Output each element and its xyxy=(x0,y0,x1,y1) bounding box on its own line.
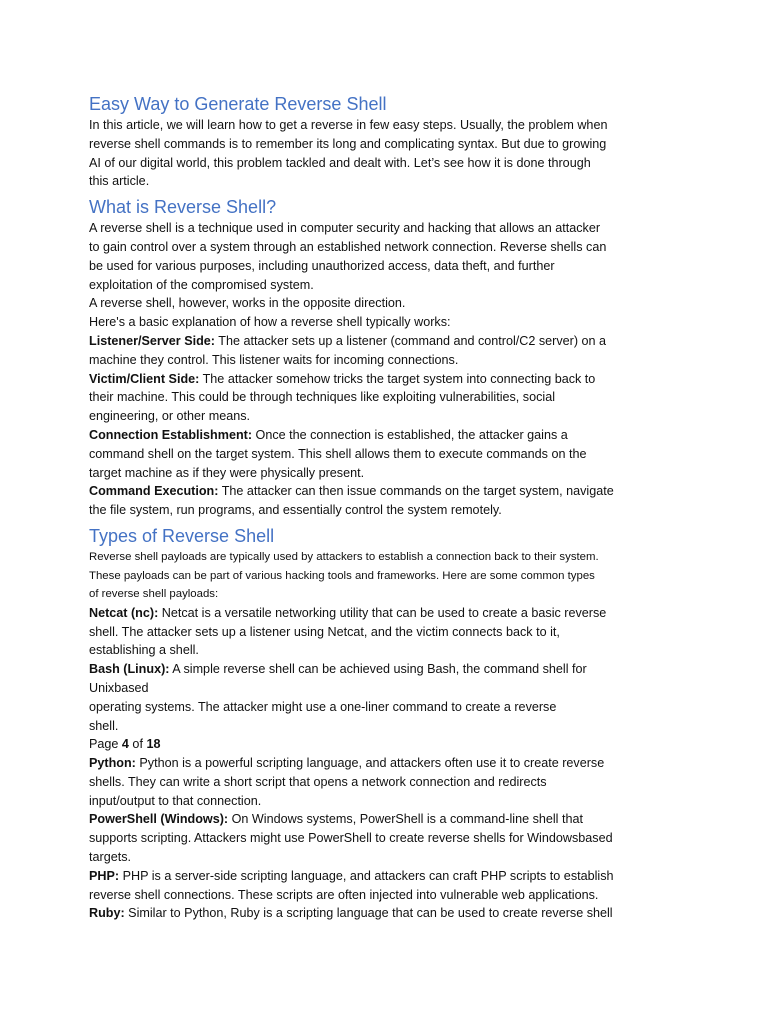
step-label: Connection Establishment: xyxy=(89,427,253,442)
step-text: The attacker sets up a listener (command and control/C2 server) on a xyxy=(215,333,607,348)
type-ruby xyxy=(89,904,669,923)
step-first-line xyxy=(89,370,669,389)
type-first-line xyxy=(89,604,669,623)
section-heading-what-is: What is Reverse Shell? xyxy=(89,197,277,218)
intro-line: this article. xyxy=(89,174,150,189)
page-middle: of xyxy=(128,737,147,752)
types-intro-line: These payloads can be part of various hacking tools and frameworks. Here are some common types xyxy=(89,569,595,582)
type-line: shell. xyxy=(89,718,119,733)
step-victim xyxy=(89,370,669,426)
type-line: shells. They can write a short script that opens a network connection and redirects xyxy=(89,774,547,789)
type-text: A simple reverse shell can be achieved using Bash, the command shell for xyxy=(169,662,587,677)
type-line: targets. xyxy=(89,850,131,865)
step-line: the file system, run programs, and essentially control the system remotely. xyxy=(89,503,502,518)
section-heading-types: Types of Reverse Shell xyxy=(89,525,275,546)
types-intro xyxy=(89,548,669,604)
basic-line: Here's a basic explanation of how a reverse shell typically works: xyxy=(89,315,451,330)
type-bash xyxy=(89,660,669,735)
type-label: PHP: xyxy=(89,868,120,883)
type-line: operating systems. The attacker might use a one-liner command to create a reverse xyxy=(89,699,557,714)
page-current: 4 xyxy=(121,737,129,752)
step-connection xyxy=(89,426,669,482)
step-text: Once the connection is established, the attacker gains a xyxy=(252,427,568,442)
intro-line: reverse shell commands is to remember its long and complicating syntax. But due to growing xyxy=(89,136,607,151)
type-line: shell. The attacker sets up a listener using Netcat, and the victim connects back to it, xyxy=(89,624,560,639)
step-line: target machine as if they were physically present. xyxy=(89,465,365,480)
step-listener xyxy=(89,332,669,370)
type-first-line xyxy=(89,660,669,679)
step-text: The attacker can then issue commands on the target system, navigate xyxy=(218,484,614,499)
type-php xyxy=(89,867,669,905)
type-label: Python: xyxy=(89,756,136,771)
opposite-line: A reverse shell, however, works in the opposite direction. xyxy=(89,296,406,311)
what-is-paragraph xyxy=(89,219,669,294)
type-netcat xyxy=(89,604,669,660)
paragraph-line: to gain control over a system through an established network connection. Reverse shells can xyxy=(89,239,607,254)
paragraph-line: be used for various purposes, including unauthorized access, data theft, and further xyxy=(89,258,555,273)
page-number xyxy=(89,735,669,754)
intro-paragraph xyxy=(89,116,669,191)
step-line: their machine. This could be through techniques like exploiting vulnerabilities, social xyxy=(89,390,555,405)
type-text: On Windows systems, PowerShell is a command-line shell that xyxy=(228,812,583,827)
paragraph-line: exploitation of the compromised system. xyxy=(89,277,314,292)
type-text: PHP is a server-side scripting language, and attackers can craft PHP scripts to establish xyxy=(119,868,614,883)
step-first-line xyxy=(89,332,669,351)
step-first-line xyxy=(89,482,669,501)
types-intro-line: Reverse shell payloads are typically used by attackers to establish a connection back to their system. xyxy=(89,550,599,563)
type-line: Unixbased xyxy=(89,680,149,695)
type-label: Bash (Linux): xyxy=(89,662,170,677)
type-first-line xyxy=(89,904,669,923)
step-text: The attacker somehow tricks the target system into connecting back to xyxy=(199,371,596,386)
type-text: Python is a powerful scripting language, and attackers often use it to create reverse xyxy=(135,756,605,771)
intro-line: In this article, we will learn how to get a reverse in few easy steps. Usually, the problem when xyxy=(89,118,608,132)
type-line: input/output to that connection. xyxy=(89,793,262,808)
step-label: Command Execution: xyxy=(89,484,219,499)
type-text: Similar to Python, Ruby is a scripting language that can be used to create reverse shell xyxy=(124,906,613,921)
step-line: command shell on the target system. This shell allows them to execute commands on the xyxy=(89,446,587,461)
document-page xyxy=(89,92,669,923)
type-first-line xyxy=(89,810,669,829)
type-label: PowerShell (Windows): xyxy=(89,812,229,827)
type-label: Ruby: xyxy=(89,906,125,921)
types-intro-line: of reverse shell payloads: xyxy=(89,588,219,601)
type-first-line xyxy=(89,867,669,886)
step-label: Victim/Client Side: xyxy=(89,371,200,386)
type-line: supports scripting. Attackers might use PowerShell to create reverse shells for Windowsbased xyxy=(89,831,613,846)
step-command xyxy=(89,482,669,520)
step-line: machine they control. This listener waits for incoming connections. xyxy=(89,352,459,367)
type-line: reverse shell connections. These scripts are often injected into vulnerable web applications. xyxy=(89,887,599,902)
paragraph-line: A reverse shell is a technique used in computer security and hacking that allows an attacker xyxy=(89,221,601,236)
type-label: Netcat (nc): xyxy=(89,605,159,620)
type-text: Netcat is a versatile networking utility that can be used to create a basic reverse xyxy=(158,605,607,620)
page-prefix: Page xyxy=(89,737,122,752)
page-total: 18 xyxy=(146,737,161,752)
step-line: engineering, or other means. xyxy=(89,409,251,424)
type-powershell xyxy=(89,810,669,866)
step-first-line xyxy=(89,426,669,445)
type-line: establishing a shell. xyxy=(89,643,199,658)
type-python xyxy=(89,754,669,810)
document-title: Easy Way to Generate Reverse Shell xyxy=(89,94,387,114)
type-first-line xyxy=(89,754,669,773)
intro-line: AI of our digital world, this problem tackled and dealt with. Let’s see how it is done through xyxy=(89,155,591,170)
step-label: Listener/Server Side: xyxy=(89,333,215,348)
